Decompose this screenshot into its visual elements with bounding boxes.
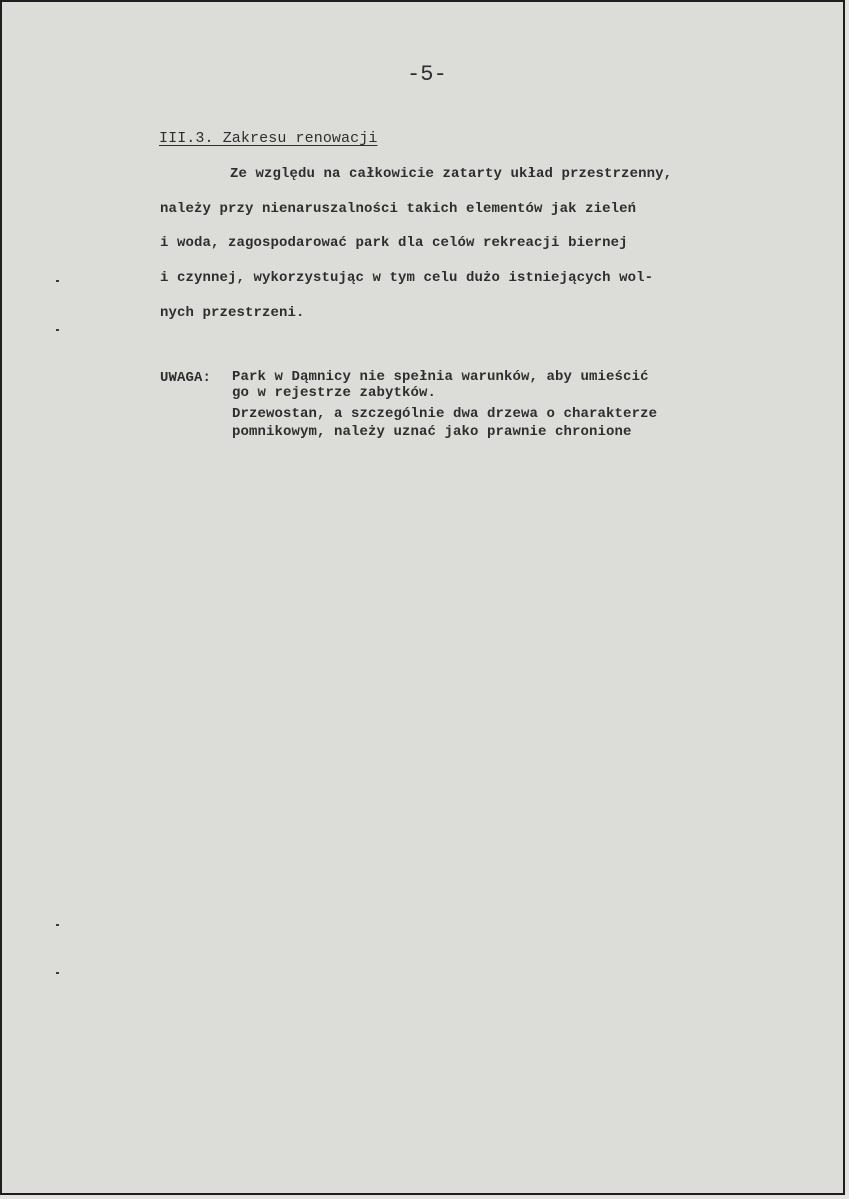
note-line: go w rejestrze zabytków.	[232, 385, 437, 401]
note-line: Park w Dąmnicy nie spełnia warunków, aby umieścić	[232, 369, 649, 385]
page-number: -5-	[407, 62, 447, 87]
punch-mark	[56, 280, 59, 282]
paragraph-line: należy przy nienaruszalności takich elementów jak zieleń	[160, 201, 637, 217]
punch-mark	[56, 329, 59, 331]
note-line: Drzewostan, a szczególnie dwa drzewa o charakterze	[232, 406, 658, 422]
paragraph-line: i woda, zagospodarować park dla celów rekreacji biernej	[160, 235, 628, 251]
paragraph-line: Ze względu na całkowicie zatarty układ przestrzenny,	[230, 166, 673, 182]
note-line: pomnikowym, należy uznać jako prawnie chronione	[232, 424, 632, 440]
paragraph-line: nych przestrzeni.	[160, 305, 305, 321]
punch-mark	[56, 972, 59, 974]
punch-mark	[56, 924, 59, 926]
paragraph-line: i czynnej, wykorzystując w tym celu dużo istniejących wol-	[160, 270, 654, 286]
section-heading: III.3. Zakresu renowacji	[159, 130, 378, 147]
note-label: UWAGA:	[160, 370, 212, 386]
